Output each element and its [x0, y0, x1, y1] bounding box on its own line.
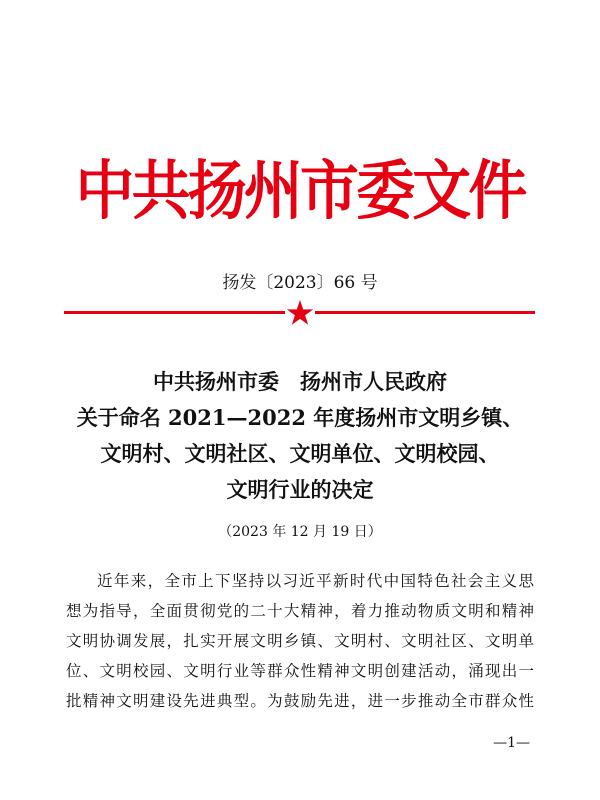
title-line: 文明村、文明社区、文明单位、文明校园、: [100, 441, 500, 466]
masthead-title: 中共扬州市委文件: [75, 155, 525, 229]
body-line: 近年来，全市上下坚持以习近平新时代中国特色社会主义思: [97, 572, 534, 590]
document-number: 扬发〔2023〕66 号: [222, 273, 378, 293]
title-line: 中共扬州市委 扬州市人民政府: [153, 369, 447, 394]
title-line: 关于命名 2021—2022 年度扬州市文明乡镇、: [76, 405, 524, 430]
document-date: （2023 年 12 月 19 日）: [218, 524, 382, 540]
body-line: 想为指导，全面贯彻党的二十大精神，着力推动物质文明和精神: [66, 602, 534, 620]
title-line: 文明行业的决定: [226, 477, 374, 502]
red-star-icon: [285, 298, 315, 328]
page-number: —1—: [493, 735, 530, 751]
body-paragraph: [66, 566, 534, 716]
red-rule-left: [64, 311, 285, 314]
document-title: [40, 364, 560, 508]
red-rule-right: [315, 311, 535, 314]
body-line: 批精神文明建设先进典型。为鼓励先进，进一步推动全市群众性: [66, 692, 534, 710]
body-line: 位、文明校园、文明行业等群众性精神文明创建活动，涌现出一: [66, 662, 534, 680]
body-line: 文明协调发展，扎实开展文明乡镇、文明村、文明社区、文明单: [66, 632, 534, 650]
